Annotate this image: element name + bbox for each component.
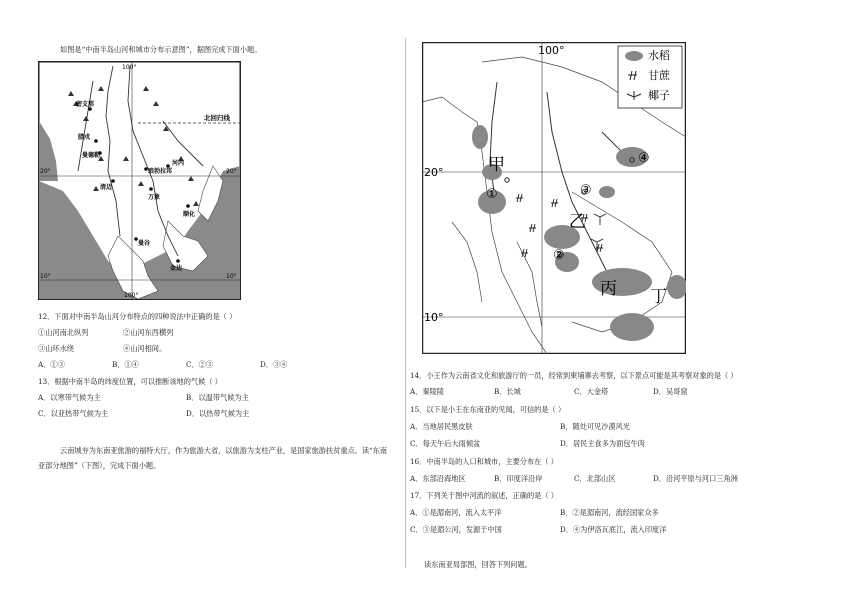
q13-option-d[interactable]: D．以热带气候为主 xyxy=(186,409,250,418)
city-luang: 琅勃拉邦 xyxy=(148,168,173,175)
label-jia: 甲 xyxy=(488,155,505,175)
label-yi: 乙 xyxy=(569,212,586,232)
city-bangkok: 曼谷 xyxy=(138,240,151,247)
city-vientiane: 万象 xyxy=(148,194,161,201)
city-hanoi: 河内 xyxy=(172,160,185,167)
right-lat20-label: 20° xyxy=(424,166,444,179)
q13-option-b[interactable]: B．以温带气候为主 xyxy=(186,393,249,402)
label-bing: 丙 xyxy=(600,279,617,299)
q12-option-c[interactable]: C．②③ xyxy=(186,360,214,369)
q17-option-b[interactable]: B．②是湄南河，流经国家众多 xyxy=(560,508,659,517)
q15-stem: 15．以下是小王在东南亚的见闻，可信的是（ ） xyxy=(410,405,566,414)
q17-option-c[interactable]: C．③是湄公河，发源于中国 xyxy=(410,525,502,534)
city-mandalay: 曼德勒 xyxy=(82,152,101,159)
q14-option-a[interactable]: A．秦陵陵 xyxy=(410,387,444,396)
right-lat10-label: 10° xyxy=(424,311,444,324)
q14-stem: 14．小王作为云南省文化和旅游厅的一员，经常到柬埔寨去考察，以下景点可能是其考察对象的是（ ） xyxy=(410,371,738,380)
city-lat: 腊戍 xyxy=(78,134,91,141)
q13-option-a[interactable]: A．以寒带气候为主 xyxy=(38,393,101,402)
lon100-top-label: 100° xyxy=(122,64,137,71)
q16-option-d[interactable]: D．沿河平原与河口三角洲 xyxy=(653,474,738,483)
q17-option-a[interactable]: A．①是湄南河，流入太平洋 xyxy=(410,508,502,517)
map-indochina-mountains-rivers xyxy=(38,61,241,300)
river-marker-4: ④ xyxy=(638,151,650,166)
legend-coconut: 椰子 xyxy=(648,89,670,102)
legend-rice: 水稻 xyxy=(648,49,670,62)
q15-option-c[interactable]: C．每天午后大雨倾盆 xyxy=(410,439,481,448)
tropic-label: 北回归线 xyxy=(204,114,230,122)
city-phnompenh: 金边 xyxy=(170,265,183,272)
q16-option-b[interactable]: B．印度洋沿岸 xyxy=(494,474,543,483)
footer-text: 读东南亚局部图，回答下列问题。 xyxy=(424,560,532,569)
q13-option-c[interactable]: C．以亚热带气候为主 xyxy=(38,409,109,418)
q12-option-b[interactable]: B．①④ xyxy=(112,360,139,369)
city-hue: 顺化 xyxy=(183,211,196,218)
lat10-label: 10° xyxy=(40,273,51,280)
q16-option-c[interactable]: C．北部山区 xyxy=(574,474,616,483)
passage-line1: 云南城夯为东南亚旅游的福特大厅，作为旅游大省，以旅游为支柱产业，是国家旅游扶贫重点。读“东南 xyxy=(60,446,388,455)
q13-stem: 13．根据中南半岛的纬度位置，可以推断该地的气候（ ） xyxy=(38,377,222,386)
q12-stem: 12．下面对中南半岛山河分布特点的四种说法中正确的是（ ） xyxy=(38,312,237,321)
lat10-right-label: 10° xyxy=(226,273,237,280)
q14-option-b[interactable]: B．长城 xyxy=(494,387,521,396)
river-marker-2: ② xyxy=(553,248,565,263)
q16-option-a[interactable]: A．东部沿海地区 xyxy=(410,474,466,483)
lon100-bottom-label: 100° xyxy=(124,292,139,299)
q14-option-d[interactable]: D．吴哥窟 xyxy=(653,387,688,396)
q16-stem: 16．中南半岛的人口和城市，主要分布在（ ） xyxy=(410,457,558,466)
legend-sugarcane: 甘蔗 xyxy=(648,69,670,82)
q12-s2: ②山河东西横列 xyxy=(123,328,174,337)
q17-option-d[interactable]: D．④为伊洛瓦底江，流入印度洋 xyxy=(560,525,667,534)
q17-stem: 17．下列关于图中河流的叙述，正确的是（ ） xyxy=(410,491,558,500)
q12-s1: ①山河南北纵列 xyxy=(38,328,89,337)
label-ding: 丁 xyxy=(650,287,667,307)
q12-option-a[interactable]: A．①③ xyxy=(38,360,65,369)
lat20-label: 20° xyxy=(40,168,51,175)
q12-s3: ③山环水绕 xyxy=(38,344,74,353)
lat20-right-label: 20° xyxy=(226,168,237,175)
q12-s4: ④山河相间。 xyxy=(123,344,167,353)
river-marker-1: ① xyxy=(486,187,498,202)
q15-option-d[interactable]: D．居民主食多为面包牛肉 xyxy=(560,439,645,448)
passage-line2: 亚部分地图”（下图），完成下面小题。 xyxy=(38,461,161,470)
map-southeast-asia-crops xyxy=(422,42,686,354)
q15-option-b[interactable]: B．随处可见沙漠风光 xyxy=(560,422,630,431)
q14-option-c[interactable]: C．大金塔 xyxy=(574,387,609,396)
column-divider xyxy=(405,38,406,568)
river-marker-3: ③ xyxy=(580,183,592,198)
q15-option-a[interactable]: A．当地居民黑皮肤 xyxy=(410,422,473,431)
q12-option-d[interactable]: D．③④ xyxy=(260,360,288,369)
right-lon100-label: 100° xyxy=(538,44,565,57)
intro-text: 如图是“中南半岛山河和城市分布示意图”，据图完成下面小题。 xyxy=(60,45,262,54)
city-chiangmai: 清迈 xyxy=(100,184,113,191)
city-myitkyina: 密支那 xyxy=(76,101,95,108)
